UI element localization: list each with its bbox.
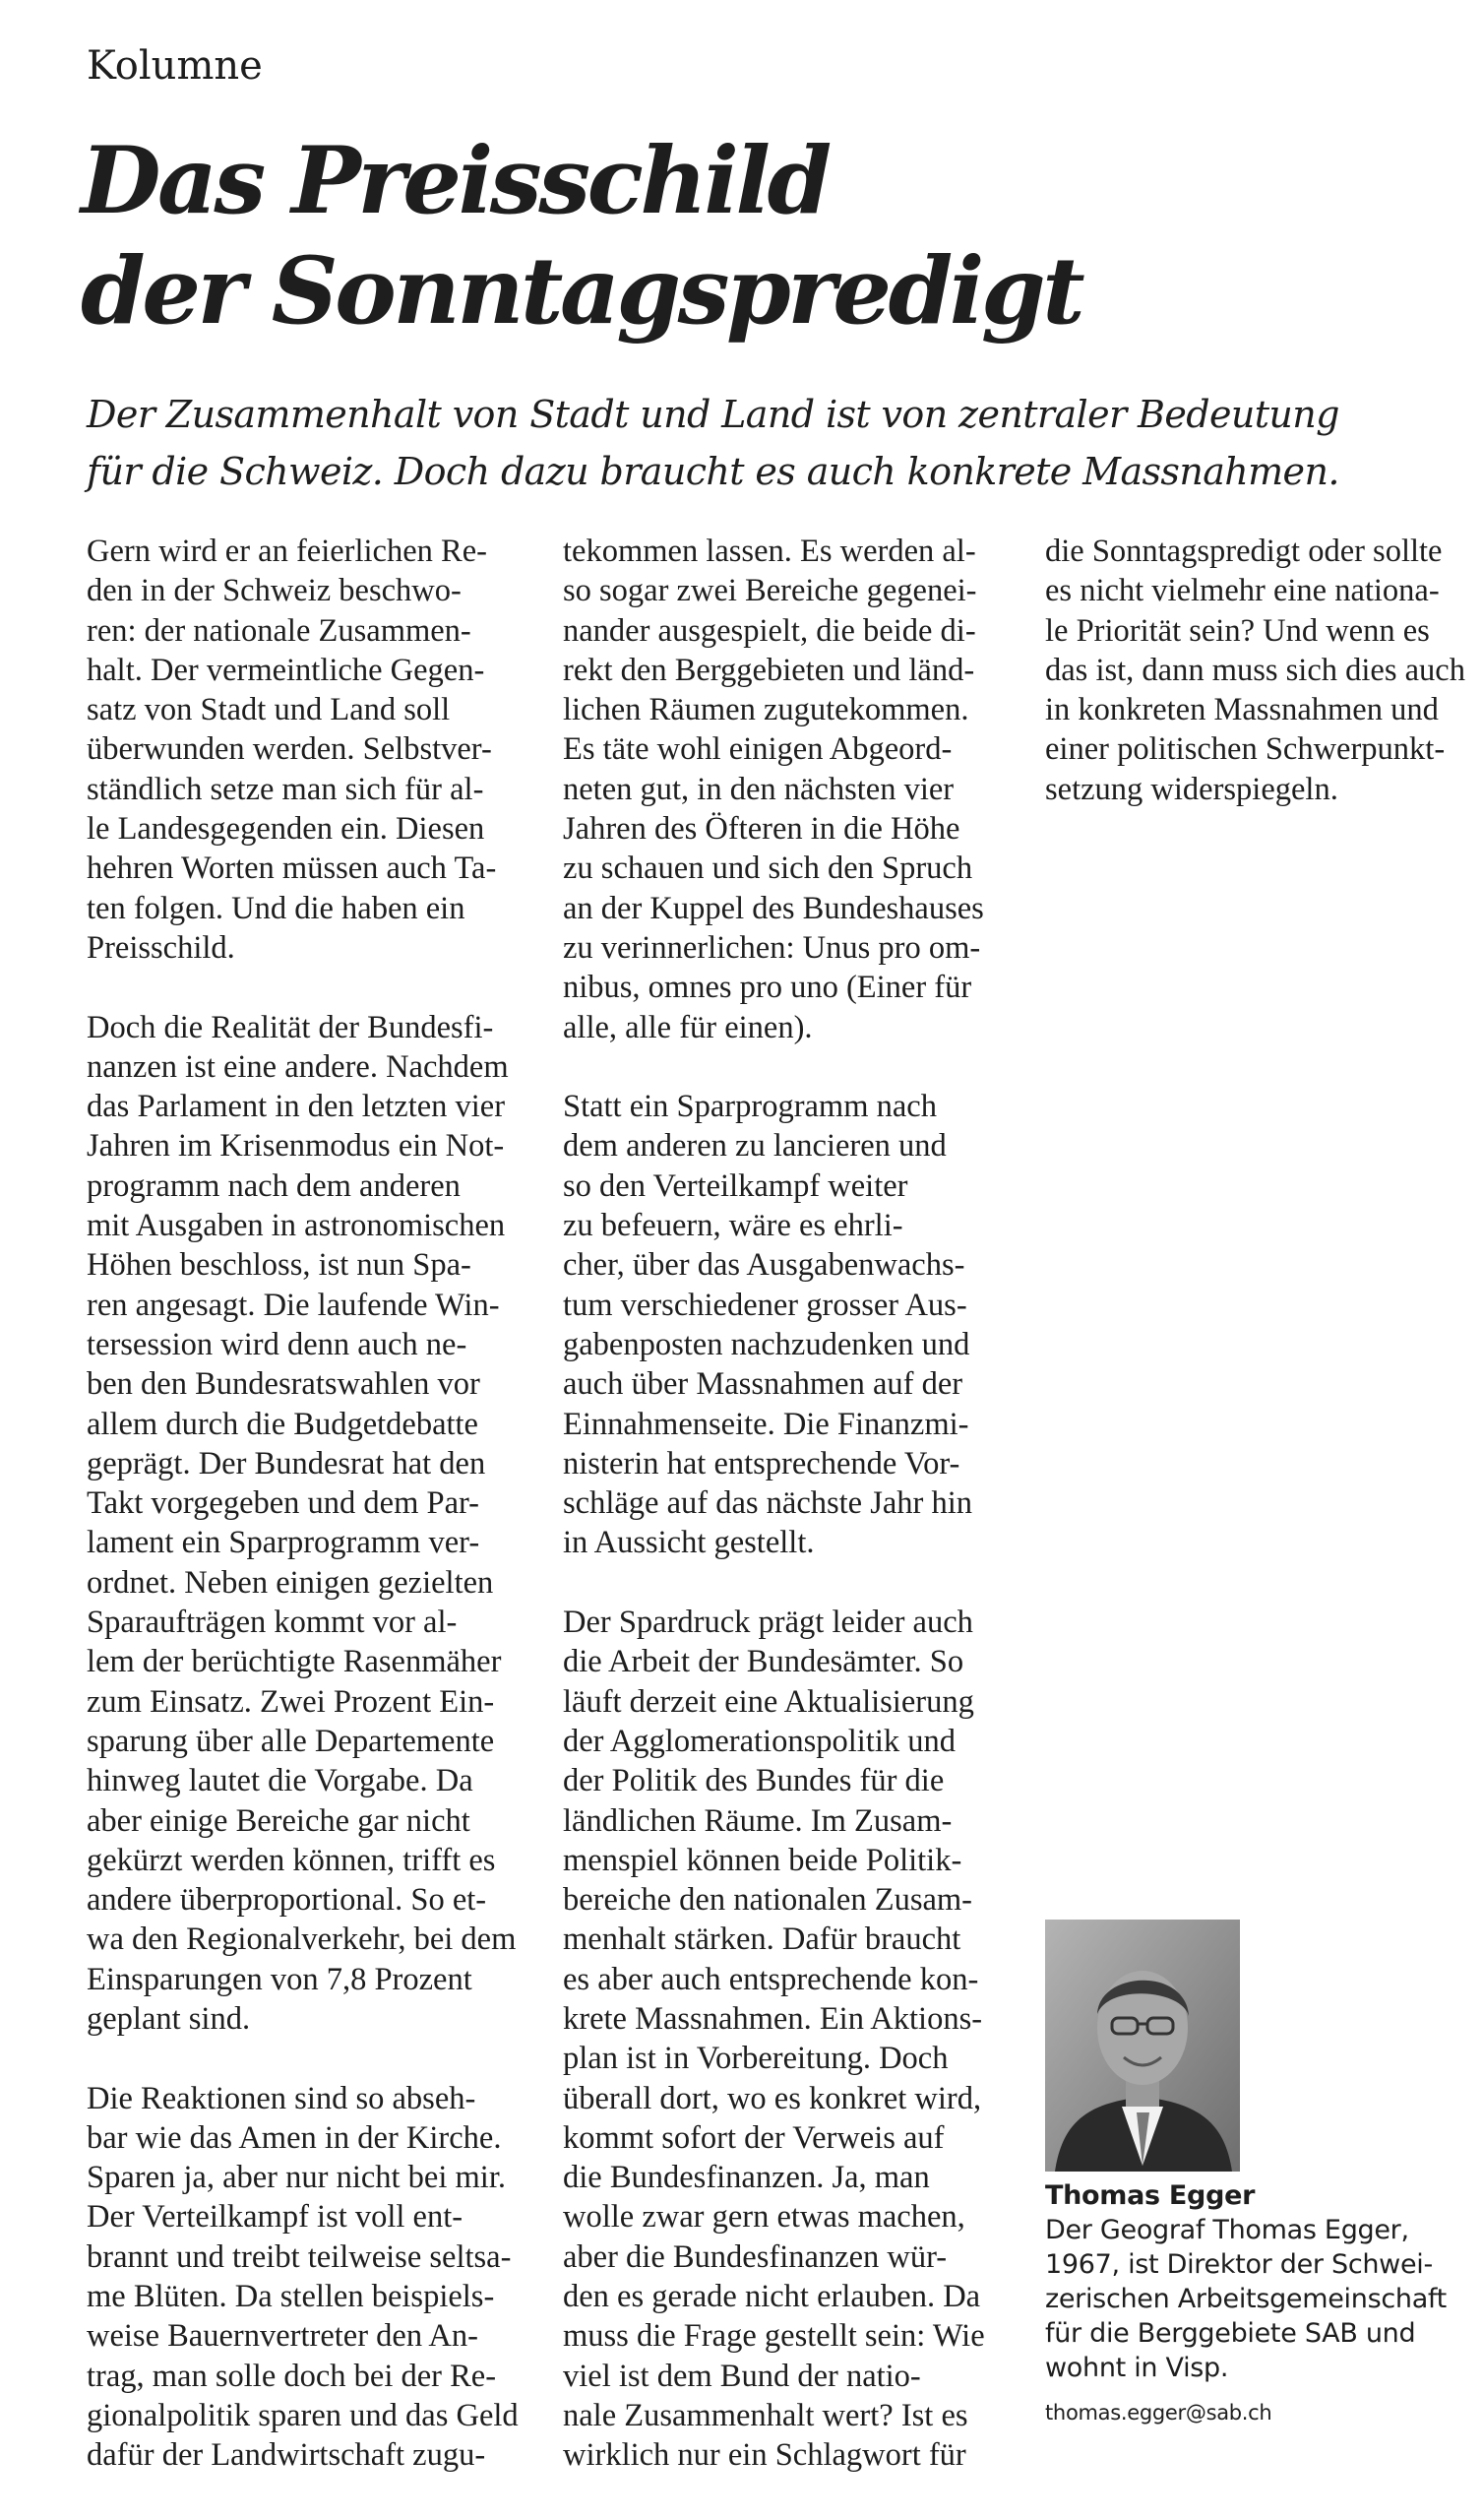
- author-bio-line: wohnt in Visp.: [1045, 2353, 1229, 2383]
- author-bio-line: 1967, ist Direktor der Schwei-: [1045, 2249, 1433, 2280]
- body-text-line: ländlichen Räume. Im Zusam-: [563, 1802, 953, 1839]
- body-text-line: tum verschiedener grosser Aus-: [563, 1287, 967, 1323]
- body-text-line: dem anderen zu lancieren und: [563, 1128, 947, 1165]
- body-text-line: so sogar zwei Bereiche gegenei-: [563, 573, 977, 609]
- body-text-line: in konkreten Massnahmen und: [1045, 692, 1439, 728]
- body-text-line: le Landesgegenden ein. Diesen: [87, 811, 485, 848]
- body-text-line: überwunden werden. Selbstver-: [87, 731, 492, 768]
- body-text-line: den in der Schweiz beschwo-: [87, 573, 462, 609]
- paragraph-gap: [87, 968, 510, 1007]
- body-text-line: le Priorität sein? Und wenn es: [1045, 612, 1430, 649]
- body-text-line: rekt den Berggebieten und länd-: [563, 652, 975, 688]
- body-text-line: nanzen ist eine andere. Nachdem: [87, 1048, 509, 1085]
- body-text-line: Gern wird er an feierlichen Re-: [87, 534, 487, 569]
- body-text-line: der Agglomerationspolitik und: [563, 1723, 956, 1759]
- author-email[interactable]: thomas.egger@sab.ch: [1045, 2401, 1272, 2425]
- body-text-line: ten folgen. Und die haben ein: [87, 890, 465, 926]
- body-text-line: menhalt stärken. Dafür braucht: [563, 1922, 961, 1958]
- author-bio-line: Der Geograf Thomas Egger,: [1045, 2215, 1409, 2245]
- author-portrait: [1045, 1920, 1240, 2172]
- lead-line: Der Zusammenhalt von Stadt und Land ist von zentraler Bedeutung: [87, 393, 1339, 436]
- lead-paragraph: [87, 386, 1425, 500]
- body-text-line: Höhen beschloss, ist nun Spa-: [87, 1247, 471, 1284]
- headline-line: der Sonntagspredigt: [81, 237, 1082, 346]
- paragraph-gap: [563, 1047, 1016, 1087]
- body-text-line: Sparaufträgen kommt vor al-: [87, 1605, 458, 1641]
- body-text-line: Doch die Realität der Bundesfi-: [87, 1009, 494, 1045]
- body-text-line: setzung widerspiegeln.: [1045, 771, 1338, 807]
- body-text-line: die Bundesfinanzen. Ja, man: [563, 2160, 930, 2196]
- body-text-line: bar wie das Amen in der Kirche.: [87, 2119, 502, 2156]
- body-text-line: wirklich nur ein Schlagwort für: [563, 2437, 966, 2474]
- body-text-line: aber die Bundesfinanzen wür-: [563, 2238, 948, 2275]
- body-text-line: Die Reaktionen sind so abseh-: [87, 2080, 476, 2116]
- body-text-line: zum Einsatz. Zwei Prozent Ein-: [87, 1683, 495, 1720]
- body-text-line: aber einige Bereiche gar nicht: [87, 1802, 470, 1839]
- body-text-line: geprägt. Der Bundesrat hat den: [87, 1445, 486, 1481]
- body-text-line: überall dort, wo es konkret wird,: [563, 2080, 982, 2116]
- text-column-3: [1045, 532, 1478, 809]
- body-text-line: satz von Stadt und Land soll: [87, 692, 451, 728]
- body-text-line: wolle zwar gern etwas machen,: [563, 2199, 965, 2236]
- lead-line: für die Schweiz. Doch dazu braucht es auch konkrete Massnahmen.: [87, 450, 1339, 493]
- body-text-line: gabenposten nachzudenken und: [563, 1326, 970, 1362]
- body-text-line: hehren Worten müssen auch Ta-: [87, 850, 497, 887]
- body-text-line: trag, man solle doch bei der Re-: [87, 2358, 497, 2394]
- body-text-line: tekommen lassen. Es werden al-: [563, 534, 976, 569]
- body-text-line: Es täte wohl einigen Abgeord-: [563, 731, 953, 768]
- body-text-line: wa den Regionalverkehr, bei dem: [87, 1922, 517, 1958]
- body-text-line: die Sonntagspredigt oder sollte: [1045, 534, 1443, 569]
- body-text-line: so den Verteilkampf weiter: [563, 1167, 908, 1204]
- body-text-line: ren: der nationale Zusammen-: [87, 612, 471, 649]
- body-text-line: auch über Massnahmen auf der: [563, 1366, 963, 1403]
- paragraph-gap: [563, 1563, 1016, 1603]
- body-text-line: cher, über das Ausgabenwachs-: [563, 1247, 965, 1284]
- body-text-line: nibus, omnes pro uno (Einer für: [563, 970, 972, 1006]
- body-text-line: alle, alle für einen).: [563, 1009, 813, 1045]
- body-text-line: in Aussicht gestellt.: [563, 1525, 815, 1561]
- text-column-2: [563, 532, 1016, 2476]
- body-text-line: ren angesagt. Die laufende Win-: [87, 1287, 500, 1323]
- paragraph-gap: [87, 2039, 510, 2078]
- body-text-line: das Parlament in den letzten vier: [87, 1089, 506, 1125]
- body-text-line: brannt und treibt teilweise seltsa-: [87, 2238, 512, 2275]
- body-text-line: dafür der Landwirtschaft zugu-: [87, 2437, 486, 2474]
- body-text-line: neten gut, in den nächsten vier: [563, 771, 955, 807]
- body-text-line: ständlich setze man sich für al-: [87, 771, 484, 807]
- body-text-line: Jahren des Öfteren in die Höhe: [563, 811, 960, 848]
- text-column-1: [87, 532, 519, 2476]
- body-text-line: mit Ausgaben in astronomischen: [87, 1208, 506, 1244]
- body-text-line: programm nach dem anderen: [87, 1167, 461, 1204]
- body-text-line: nisterin hat entsprechende Vor-: [563, 1445, 960, 1481]
- body-text-line: es nicht vielmehr eine nationa-: [1045, 573, 1440, 609]
- body-text-line: me Blüten. Da stellen beispiels-: [87, 2279, 495, 2315]
- body-text-line: kommt sofort der Verweis auf: [563, 2119, 945, 2156]
- body-text-line: das ist, dann muss sich dies auch: [1045, 652, 1465, 688]
- body-text-line: lament ein Sparprogramm ver-: [87, 1525, 480, 1561]
- body-text-line: Takt vorgegeben und dem Par-: [87, 1485, 479, 1522]
- body-text-line: sparung über alle Departemente: [87, 1723, 495, 1759]
- body-text-line: zu schauen und sich den Spruch: [563, 850, 973, 887]
- headline: [81, 126, 1409, 346]
- body-text-line: zu befeuern, wäre es ehrli-: [563, 1208, 903, 1244]
- body-text-line: gekürzt werden können, trifft es: [87, 1842, 496, 1878]
- body-text-line: halt. Der vermeintliche Gegen-: [87, 652, 485, 688]
- body-text-line: läuft derzeit eine Aktualisierung: [563, 1683, 974, 1720]
- body-text-line: schläge auf das nächste Jahr hin: [563, 1485, 973, 1522]
- body-text-line: geplant sind.: [87, 2000, 251, 2037]
- author-bio-line: zerischen Arbeitsgemeinschaft: [1045, 2284, 1447, 2314]
- body-text-line: gionalpolitik sparen und das Geld: [87, 2397, 519, 2433]
- body-text-line: Statt ein Sparprogramm nach: [563, 1089, 937, 1125]
- body-text-line: andere überproportional. So et-: [87, 1882, 487, 1919]
- body-text-line: einer politischen Schwerpunkt-: [1045, 731, 1446, 768]
- body-text-line: nander ausgespielt, die beide di-: [563, 612, 976, 649]
- body-text-line: Der Spardruck prägt leider auch: [563, 1605, 973, 1641]
- body-text-line: viel ist dem Bund der natio-: [563, 2358, 921, 2394]
- body-text-line: bereiche den nationalen Zusam-: [563, 1882, 972, 1919]
- headline-line: Das Preisschild: [81, 127, 829, 235]
- body-text-line: Der Verteilkampf ist voll ent-: [87, 2199, 463, 2236]
- body-text-line: zu verinnerlichen: Unus pro om-: [563, 929, 981, 966]
- body-text-line: Einnahmenseite. Die Finanzmi-: [563, 1406, 969, 1442]
- body-text-line: nale Zusammenhalt wert? Ist es: [563, 2397, 968, 2433]
- body-text-line: Einsparungen von 7,8 Prozent: [87, 1961, 472, 1997]
- body-text-line: den es gerade nicht erlauben. Da: [563, 2279, 981, 2315]
- body-text-line: lichen Räumen zugutekommen.: [563, 692, 969, 728]
- body-text-line: krete Massnahmen. Ein Aktions-: [563, 2000, 983, 2037]
- body-text-line: Sparen ja, aber nur nicht bei mir.: [87, 2160, 506, 2196]
- author-bio-line: für die Berggebiete SAB und: [1045, 2318, 1416, 2349]
- body-text-line: an der Kuppel des Bundeshauses: [563, 890, 984, 926]
- body-text-line: der Politik des Bundes für die: [563, 1763, 945, 1799]
- body-text-line: ben den Bundesratswahlen vor: [87, 1366, 480, 1403]
- body-text-line: tersession wird denn auch ne-: [87, 1326, 467, 1362]
- body-text-line: weise Bauernvertreter den An-: [87, 2318, 478, 2355]
- body-text-line: Jahren im Krisenmodus ein Not-: [87, 1128, 505, 1165]
- body-text-line: allem durch die Budgetdebatte: [87, 1406, 478, 1442]
- author-box: [1045, 2178, 1478, 2426]
- body-text-line: hinweg lautet die Vorgabe. Da: [87, 1763, 473, 1799]
- body-text-line: muss die Frage gestellt sein: Wie: [563, 2318, 985, 2355]
- author-name: Thomas Egger: [1045, 2180, 1256, 2211]
- body-text-line: die Arbeit der Bundesämter. So: [563, 1644, 964, 1680]
- body-text-line: Preisschild.: [87, 929, 235, 966]
- body-text-line: ordnet. Neben einigen gezielten: [87, 1564, 494, 1601]
- portrait-image: [1045, 1920, 1240, 2172]
- body-text-line: menspiel können beide Politik-: [563, 1842, 962, 1878]
- body-text-line: lem der berüchtigte Rasenmäher: [87, 1644, 502, 1680]
- section-kicker: Kolumne: [87, 43, 263, 89]
- body-text-line: es aber auch entsprechende kon-: [563, 1961, 979, 1997]
- body-text-line: plan ist in Vorbereitung. Doch: [563, 2041, 949, 2077]
